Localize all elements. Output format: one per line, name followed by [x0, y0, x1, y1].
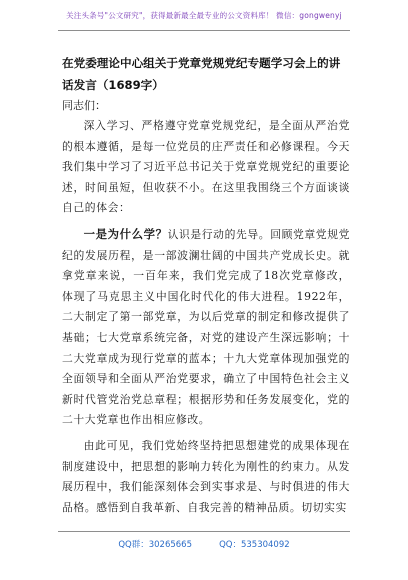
qq-group-number: QQ群：30265665	[118, 540, 192, 550]
page-header	[0, 0, 408, 34]
document-title: 在党委理论中心组关于党章党规党纪专题学习会上的讲话发言（1689字）	[62, 56, 341, 92]
qq-number: QQ：535304092	[219, 540, 290, 550]
paragraph-lead: 一是为什么学？	[83, 226, 168, 241]
paragraph-text: 深入学习、严格遵守党章党规党纪，是全面从严治党的根本遵循，是每一位党员的庄严责任和必修课程。今天我们集中学习了习近平总书记关于党章党规党纪的重要论述，时间虽短，但收获不小。在这里我围绕三个方面谈谈自己的体会：	[62, 119, 350, 215]
paragraph	[62, 224, 350, 431]
paragraph-text: 认识是行动的先导。回顾党章党规党纪的发展历程，是一部波澜壮阔的中国共产党成长史。就拿党章来说，一百年来，我们党完成了18次党章修改，体现了马克思主义中国化时代化的伟大进程。1922年，二大制定了第一部党章，为以后党章的制定和修改提供了基础；七大党章系统完备，对党的建设产生深远影响；十二大党章成为现行党章的蓝本；十九大党章体现加强党的全面领导和全面从严治党要求，确立了中国特色社会主义新时代管党治党总章程；根据形势和任务发展变化，党的二十大党章也作出相应修改。	[62, 227, 351, 427]
paragraph	[62, 116, 350, 219]
header-divider	[58, 30, 350, 31]
header-notice: 关注头条号"公文研究"，获得最新最全最专业的公文资料库！ 微信：gongwenyj	[66, 11, 342, 20]
paragraph-text: 由此可见，我们党始终坚持把思想建党的成果体现在制度建设中，把思想的影响力转化为刚性的约束力。从发展历程中，我们能深刻体会到实事求是、与时俱进的伟大品格。感悟到自我革新、自我完善的精神品质。切切实实	[62, 438, 350, 514]
page-footer	[0, 532, 408, 551]
paragraph	[62, 436, 350, 518]
salutation: 同志们：	[62, 99, 106, 112]
document-body	[62, 52, 350, 518]
